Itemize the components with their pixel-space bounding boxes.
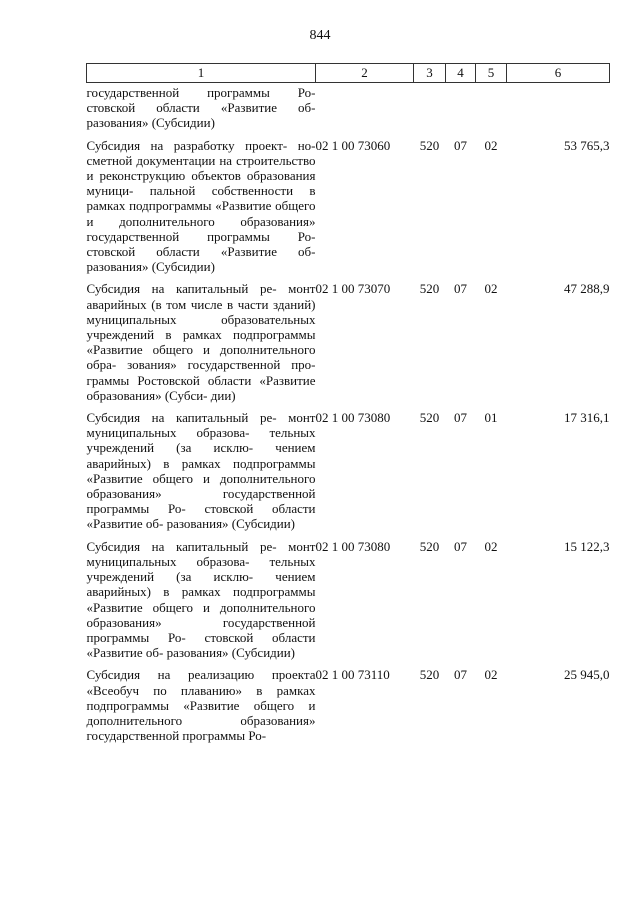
row-name-line: рамках подпрограммы «Развитие [86,327,316,358]
row-name-line: Субсидия на капитальный ре- [86,281,277,297]
row-code-cell [316,83,414,138]
row-rz-cell: 07 [454,410,467,426]
row-name-cell [87,667,316,743]
row-rz-cell: 07 [454,538,467,554]
row-amount-cell [507,83,610,138]
table-row [87,281,610,410]
row-vr-cell: 520 [419,667,440,683]
row-name-line: стовской области «Развитие об- [86,244,316,260]
header-col-6: 6 [507,64,610,83]
row-name-line: подпрограммы «Развитие общего [129,198,316,214]
row-vr-cell: 520 [419,538,440,554]
row-rz-cell: 07 [454,137,467,153]
row-name-line: зования» государственной про- [127,357,316,373]
row-name-cell [87,281,316,410]
row-pr-cell [476,83,507,138]
row-name-line: стовской области «Развитие об- [86,629,316,661]
page-number: 844 [309,28,331,43]
row-name-line: чением аварийных) в рамках [86,569,316,600]
row-rz-cell: 07 [454,281,467,297]
row-name-line: государственной программы Ро- [86,228,316,244]
row-vr-cell: 520 [419,137,440,153]
row-name-line: Субсидия на капитальный ре- [86,410,277,426]
row-vr-cell: 520 [419,410,440,426]
row-code-cell: 02 1 00 73080 [315,410,391,426]
row-name-line: государственной программы Ро- [86,614,316,645]
header-col-5: 5 [476,64,507,83]
row-name-line: монт аварийных (в том числе в [86,281,316,312]
row-name-line: подпрограммы «Развитие общего [86,455,316,486]
row-vr-cell [414,83,446,138]
row-pr-cell: 02 [484,667,498,683]
row-name-line: и дополнительного образования» [86,470,316,502]
table-row [87,138,610,282]
row-rz-cell [446,83,476,138]
row-name-line: монт муниципальных образова- [86,410,316,441]
row-name-cell [87,410,316,539]
row-name-line: Субсидия на разработку проект- [86,137,288,153]
row-vr-cell: 520 [419,281,440,297]
row-name-line: дии) [210,387,236,403]
row-name-line: подпрограммы «Развитие общего [86,697,295,713]
table-header-row [87,64,610,83]
row-name-line: но-сметной документации на [86,137,316,168]
row-name-line: граммы Ростовской области [86,372,252,388]
row-pr-cell: 01 [484,410,498,426]
row-amount-cell: 47 288,9 [564,281,610,297]
row-name-line: стовской области «Развитие об- [86,100,316,116]
header-col-3: 3 [414,64,446,83]
row-code-cell: 02 1 00 73110 [315,667,390,683]
row-name-line: и дополнительного образования» [86,599,316,630]
row-name-line: образовательных учреждений в [86,311,316,343]
table-row [87,539,610,668]
row-name-line: Субсидия на капитальный ре- [86,538,277,554]
row-name-line: государственной программы Ро- [86,85,316,100]
row-name-line: государственной программы Ро- [86,486,316,517]
row-name-cell [87,539,316,668]
row-code-cell: 02 1 00 73080 [315,538,391,554]
row-name-line: части зданий) муниципальных [86,296,316,327]
header-col-4: 4 [446,64,476,83]
row-name-line: государственной программы Ро- [86,728,267,744]
row-name-line: монт муниципальных образова- [86,538,316,569]
row-name-line: чением аварийных) в рамках [86,440,316,471]
table-row [87,83,610,138]
row-pr-cell: 02 [484,281,498,297]
row-pr-cell: 02 [484,137,498,153]
row-name-line: и дополнительного образования» [86,697,316,728]
row-name-line: тельных учреждений (за исклю- [86,425,316,456]
row-name-line: общего и дополнительного обра- [86,342,316,373]
row-name-line: разования» (Субсидии) [86,115,215,131]
table-row [87,410,610,539]
header-col-2: 2 [316,64,414,83]
row-code-cell: 02 1 00 73070 [315,281,391,297]
header-col-1: 1 [87,64,316,83]
row-pr-cell: 02 [484,538,498,554]
table-body [87,83,610,744]
row-name-line: «Развитие образования» (Субси- [86,372,316,403]
row-name-line: пальной собственности в рамках [86,183,316,214]
row-name-line: разования» (Субсидии) [86,259,215,275]
row-amount-cell: 17 316,1 [564,410,610,426]
row-code-cell: 02 1 00 73060 [315,137,391,153]
row-name-line: разования» (Субсидии) [166,645,296,661]
row-name-line: строительство и реконструкцию [86,152,316,184]
row-name-line: и дополнительного образования» [86,213,316,229]
row-name-line: подпрограммы «Развитие общего [86,584,316,615]
row-name-line: «Всеобуч по плаванию» в рамках [86,682,316,698]
row-rz-cell: 07 [454,667,467,683]
row-amount-cell: 53 765,3 [564,137,610,153]
row-name-cell [87,83,316,138]
row-amount-cell: 15 122,3 [564,538,610,554]
row-name-line: стовской области «Развитие об- [86,501,316,532]
row-name-line: разования» (Субсидии) [166,516,296,532]
table-row [87,667,610,743]
row-name-line: объектов образования муници- [86,168,316,199]
row-name-cell [87,138,316,282]
row-amount-cell: 25 945,0 [564,667,610,683]
budget-table [86,63,610,743]
row-name-line: Субсидия на реализацию проекта [86,667,316,683]
row-name-line: тельных учреждений (за исклю- [86,553,316,585]
